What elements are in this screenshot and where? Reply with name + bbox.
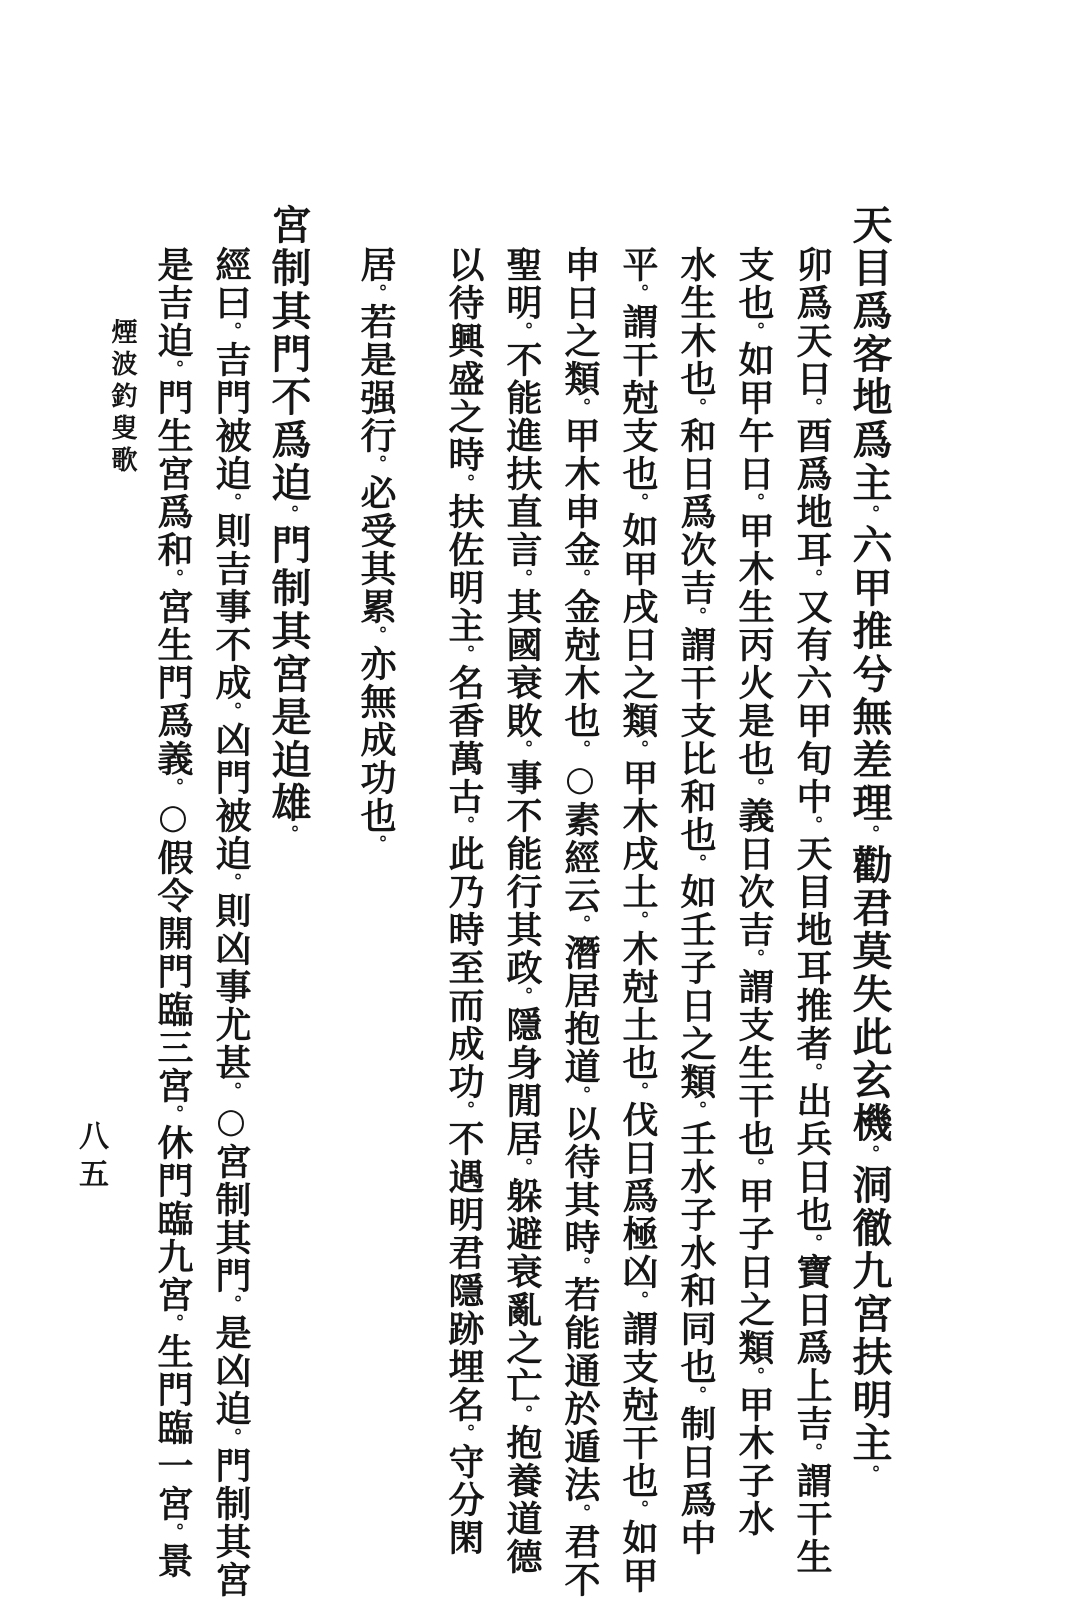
text-column-9: 居。若是强行。必受其累。亦無成功也。 (355, 246, 397, 854)
period-mark: 。 (278, 505, 299, 524)
period-mark: 。 (859, 825, 880, 844)
period-mark: 。 (570, 915, 591, 934)
period-mark: 。 (802, 398, 823, 417)
period-mark: 。 (221, 702, 242, 721)
period-mark: 。 (744, 493, 765, 512)
period-mark: 。 (570, 740, 591, 759)
period-mark: 。 (163, 1314, 184, 1333)
text-column-12: 是吉迫。門生宮爲和。宮生門爲義。○假令開門臨三宮。休門臨九宮。生門臨一宮。景 (152, 246, 194, 1580)
book-title: 煙波釣叟歌 (107, 318, 137, 478)
period-mark: 。 (454, 645, 475, 664)
section-divider-circle: ○ (211, 1101, 251, 1143)
period-mark: 。 (744, 1158, 765, 1177)
period-mark: 。 (512, 1405, 533, 1424)
period-mark: 。 (570, 1257, 591, 1276)
period-mark: 。 (744, 949, 765, 968)
period-mark: 。 (454, 1424, 475, 1443)
period-mark: 。 (570, 1504, 591, 1523)
period-mark: 。 (454, 816, 475, 835)
period-mark: 。 (366, 284, 387, 303)
period-mark: 。 (859, 1145, 880, 1164)
period-mark: 。 (570, 1086, 591, 1105)
period-mark: 。 (570, 398, 591, 417)
period-mark: 。 (859, 505, 880, 524)
period-mark: 。 (686, 1386, 707, 1405)
period-mark: 。 (686, 607, 707, 626)
period-mark: 。 (163, 778, 184, 797)
period-mark: 。 (454, 1101, 475, 1120)
period-mark: 。 (366, 626, 387, 645)
period-mark: 。 (628, 911, 649, 930)
period-mark: 。 (221, 322, 242, 341)
period-mark: 。 (802, 1443, 823, 1462)
period-mark: 。 (512, 740, 533, 759)
period-mark: 。 (686, 1101, 707, 1120)
period-mark: 。 (744, 1367, 765, 1386)
period-mark: 。 (221, 1295, 242, 1314)
period-mark: 。 (163, 1523, 184, 1542)
text-column-8: 以待興盛之時。扶佐明主。名香萬古。此乃時至而成功。不遇明君隱跡埋名。守分閑 (443, 246, 485, 1557)
text-column-7: 聖明。不能進扶直言。其國衰敗。事不能行其政。隱身閒居。躲避衰亂之亡。抱養道德 (501, 246, 543, 1576)
section-divider-circle: ○ (560, 759, 600, 801)
period-mark: 。 (366, 835, 387, 854)
period-mark: 。 (221, 493, 242, 512)
text-column-5: 平。謂干尅支也。如甲戌日之類。甲木戌土。木尅土也。伐日爲極凶。謂支尅干也。如甲 (617, 246, 659, 1595)
period-mark: 。 (454, 474, 475, 493)
period-mark: 。 (802, 1234, 823, 1253)
period-mark: 。 (163, 360, 184, 379)
period-mark: 。 (859, 1465, 880, 1484)
text-columns (144, 204, 898, 1599)
period-mark: 。 (744, 322, 765, 341)
period-mark: 。 (802, 569, 823, 588)
text-column-3: 支也。如甲午日。甲木生丙火是也。義日次吉。謂支生干也。甲子日之類。甲木子水 (733, 246, 775, 1538)
period-mark: 。 (802, 816, 823, 835)
text-column-2: 卯爲天日。酉爲地耳。又有六甲旬中。天目地耳推者。出兵日也。寶日爲上吉。謂干生 (791, 246, 833, 1576)
period-mark: 。 (278, 825, 299, 844)
period-mark: 。 (512, 322, 533, 341)
period-mark: 。 (366, 455, 387, 474)
period-mark: 。 (512, 1158, 533, 1177)
text-column-11: 經曰。吉門被迫。則吉事不成。凶門被迫。則凶事尤甚。○宮制其門。是凶迫。門制其宮 (210, 246, 252, 1599)
period-mark: 。 (163, 569, 184, 588)
period-mark: 。 (628, 1082, 649, 1101)
period-mark: 。 (686, 854, 707, 873)
page-number: 八五 (73, 1120, 108, 1196)
period-mark: 。 (512, 569, 533, 588)
period-mark: 。 (802, 1063, 823, 1082)
period-mark: 。 (628, 493, 649, 512)
text-column-4: 水生木也。和日爲次吉。謂干支比和也。如壬子日之類。壬水子水和同也。制日爲中 (675, 246, 717, 1557)
period-mark: 。 (628, 284, 649, 303)
period-mark: 。 (628, 1500, 649, 1519)
period-mark: 。 (628, 1291, 649, 1310)
period-mark: 。 (744, 778, 765, 797)
text-column-1: 天目爲客地爲主。六甲推兮無差理。勸君莫失此玄機。洞徹九宮扶明主。 (846, 204, 893, 1484)
text-column-6: 申日之類。甲木申金。金尅木也。○素經云。潛居抱道。以待其時。若能通於遁法。君不 (559, 246, 601, 1599)
text-column-10: 宮制其門不爲迫。門制其宮是迫雄。 (265, 204, 312, 844)
period-mark: 。 (163, 1105, 184, 1124)
period-mark: 。 (221, 873, 242, 892)
period-mark: 。 (686, 398, 707, 417)
period-mark: 。 (570, 569, 591, 588)
period-mark: 。 (628, 740, 649, 759)
period-mark: 。 (221, 1428, 242, 1447)
period-mark: 。 (221, 1082, 242, 1101)
section-divider-circle: ○ (153, 797, 193, 839)
period-mark: 。 (512, 987, 533, 1006)
